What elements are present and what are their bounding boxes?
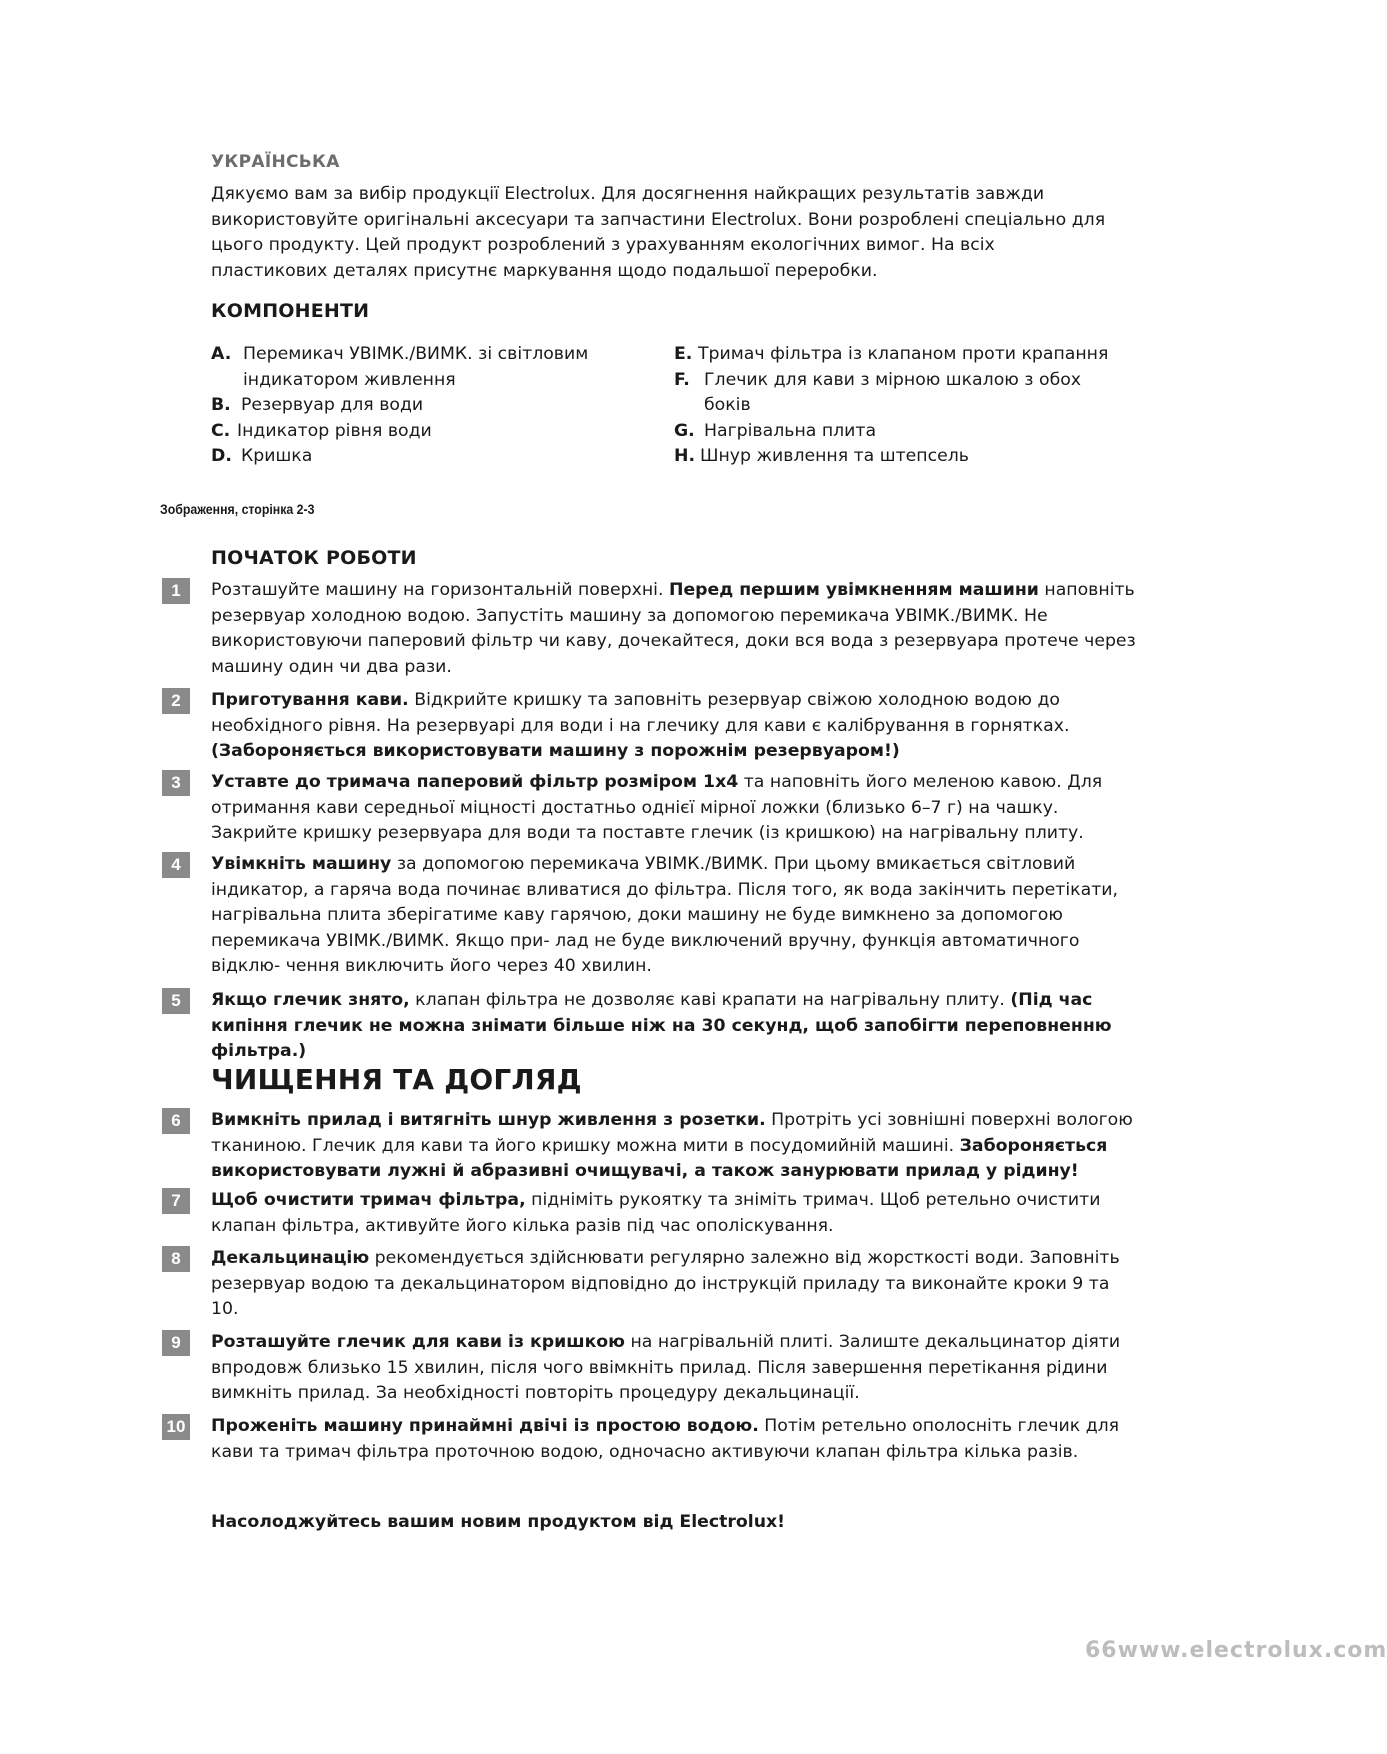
step-text [211, 1414, 1136, 1465]
text-segment: за допомогою перемикача УВІМК./ВИМК. При цьому вмикається світловий індикатор, а гаряча вода починає вливатися до фільтра. Після того, як вода закінчить перетікати, нагрівальна плита зберігатиме каву гарячою, доки машину не буде вимкнено за допомогою перемикача УВІМК./ВИМК. Якщо при- лад не буде виключений вручну, функція автоматичного відклю- чення виключить його через 40 хвилин. [211, 854, 1118, 976]
text-segment: клапан фільтра не дозволяє каві крапати на нагрівальну плиту. [409, 990, 1011, 1010]
components-list-left [211, 342, 651, 470]
step-number-badge: 5 [162, 988, 190, 1014]
step-number-badge: 10 [162, 1414, 190, 1440]
bold-segment: Щоб очистити тримач фільтра, [211, 1190, 526, 1210]
step-text [211, 770, 1136, 847]
figure-reference: Зображення, сторінка 2-3 [160, 501, 315, 517]
bold-segment: Розташуйте глечик для кави із кришкою [211, 1332, 625, 1352]
component-item: G. Нагрівальна плита [674, 420, 877, 441]
step-number-badge: 8 [162, 1246, 190, 1272]
bold-segment: Проженіть машину принаймні двічі із простою водою. [211, 1416, 759, 1436]
bold-segment: Увімкніть машину [211, 854, 392, 874]
cleaning-heading: ЧИЩЕННЯ ТА ДОГЛЯД [211, 1063, 582, 1096]
step-text [211, 988, 1136, 1065]
bold-segment: (Під час кипіння глечик не можна знімати більше ніж на 30 секунд, щоб запобігти переповненню фільтра.) [211, 990, 1112, 1061]
step-text [211, 1330, 1136, 1407]
text-segment: Протріть усі зовнішні поверхні вологою тканиною. Глечик для кави та його кришку можна мити в посудомийній машині. [211, 1110, 1133, 1156]
components-list-right [674, 342, 1124, 470]
bold-segment: Якщо глечик знято, [211, 990, 410, 1010]
text-segment: Відкрийте кришку та заповніть резервуар свіжою холодною водою до необхідного рівня. На резервуарі для води і на глечику для кави є калібрування в горнятках. [211, 690, 1070, 736]
bold-segment: Декальцинацію [211, 1248, 370, 1268]
text-segment: Розташуйте машину на горизонтальній поверхні. [211, 580, 669, 600]
component-item: B. Резервуар для води [211, 395, 424, 415]
bold-segment: Перед першим увімкненням машини [668, 580, 1039, 600]
text-segment: рекомендується здійснювати регулярно залежно від жорсткості води. Заповніть резервуар водою та декальцинатором відповідно до інструкцій приладу та виконайте кроки 9 та 10. [211, 1248, 1120, 1319]
components-heading: КОМПОНЕНТИ [211, 300, 370, 322]
page-footer: 66www.electrolux.com [1085, 1638, 1387, 1663]
text-segment: наповніть резервуар холодною водою. Запустіть машину за допомогою перемикача УВІМК./ВИМК. Не використовуючи паперовий фільтр чи каву, дочекайтеся, доки вся вода з резервуара протече через машину один чи два рази. [211, 580, 1136, 677]
intro-paragraph: Дякуємо вам за вибір продукції Electrolux. Для досягнення найкращих результатів завжди використовуйте оригінальні аксесуари та запчастини Electrolux. Вони розроблені спеціально для цього продукту. Цей продукт розроблений з урахуванням екологічних вимог. На всіх пластикових деталях присутнє маркування щодо подальшої переробки. [211, 184, 1106, 281]
text-segment: на нагрівальній плиті. Залиште декальцинатор діяти впродовж близько 15 хвилин, після чого ввімкніть прилад. Після завершення перетікання рідини вимкніть прилад. За необхідності повторіть процедуру декальцинації. [211, 1332, 1121, 1403]
text-segment: та наповніть його меленою кавою. Для отримання кави середньої міцності достатньо однієї мірної ложки (близько 6–7 г) на чашку. Закрийте кришку резервуара для води та поставте глечик (із кришкою) на нагрівальну плиту. [211, 772, 1103, 843]
step-number-badge: 2 [162, 688, 190, 714]
step-text [211, 578, 1136, 680]
component-item: H. Шнур живлення та штепсель [674, 446, 969, 466]
text-segment: підніміть рукоятку та зніміть тримач. Щоб ретельно очистити клапан фільтра, активуйте його кілька разів під час ополіскування. [211, 1190, 1101, 1236]
step-text [211, 688, 1136, 765]
component-item: A. Перемикач УВІМК./ВИМК. зі світловим індикатором живлення [211, 344, 589, 390]
bold-segment: (Забороняється використовувати машину з порожнім резервуаром!) [211, 741, 900, 761]
component-item: E. Тримач фільтра із клапаном проти крапання [674, 344, 1109, 364]
component-item: C. Індикатор рівня води [211, 420, 432, 441]
step-number-badge: 6 [162, 1108, 190, 1134]
component-item: D. Кришка [211, 446, 313, 466]
getting-started-heading: ПОЧАТОК РОБОТИ [211, 547, 417, 569]
closing-line: Насолоджуйтесь вашим новим продуктом від Electrolux! [211, 1512, 786, 1532]
language-heading: УКРАЇНСЬКА [211, 152, 340, 172]
bold-segment: Уставте до тримача паперовий фільтр розміром 1x4 [211, 772, 739, 792]
step-number-badge: 3 [162, 770, 190, 796]
step-text [211, 1188, 1136, 1239]
step-text [211, 852, 1136, 980]
bold-segment: Вимкніть прилад і витягніть шнур живлення з розетки. [211, 1110, 766, 1130]
step-number-badge: 9 [162, 1330, 190, 1356]
step-number-badge: 4 [162, 852, 190, 878]
bold-segment: Забороняється використовувати лужні й абразивні очищувачі, а також занурювати прилад у рідину! [211, 1135, 1108, 1181]
component-item: F. Глечик для кави з мірною шкалою з обох боків [674, 369, 1082, 415]
bold-segment: Приготування кави. [211, 690, 409, 710]
step-number-badge: 1 [162, 578, 190, 604]
step-text [211, 1246, 1136, 1323]
step-text [211, 1108, 1136, 1185]
step-number-badge: 7 [162, 1188, 190, 1214]
text-segment: Потім ретельно ополосніть глечик для кави та тримач фільтра проточною водою, одночасно активуючи клапан фільтра кілька разів. [211, 1416, 1120, 1462]
